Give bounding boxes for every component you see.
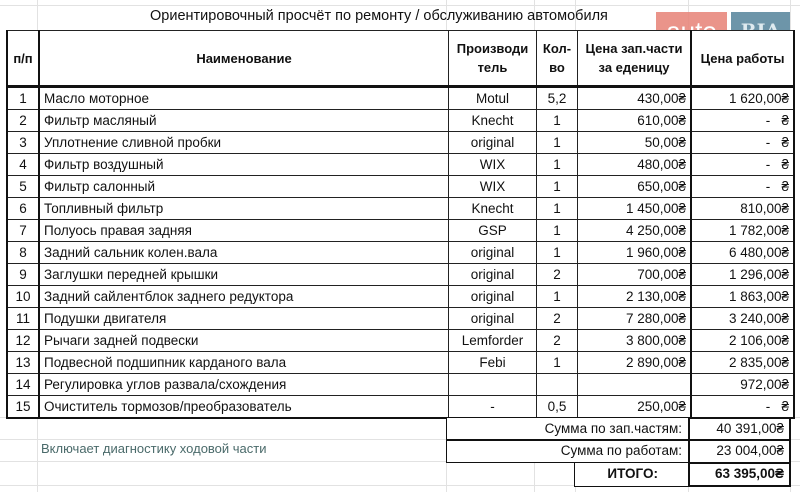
row-name: Регулировка углов развала/схождения	[39, 374, 449, 396]
table-header-row	[7, 31, 794, 87]
row-num: 10	[7, 286, 39, 308]
row-qty: 2	[537, 308, 578, 330]
row-work: - ₴	[691, 176, 794, 198]
table-row	[7, 286, 794, 308]
row-work: 810,00₴	[691, 198, 794, 220]
row-price: 610,00₴	[578, 110, 692, 132]
row-manufacturer: original	[449, 242, 537, 264]
row-manufacturer: original	[449, 264, 537, 286]
row-name: Топливный фильтр	[39, 198, 449, 220]
row-price: 7 280,00₴	[578, 308, 692, 330]
row-qty: 1	[537, 242, 578, 264]
row-work: 6 480,00₴	[691, 242, 794, 264]
row-qty: 0,5	[537, 396, 578, 419]
row-price: 650,00₴	[578, 176, 692, 198]
row-num: 6	[7, 198, 39, 220]
row-work: - ₴	[691, 396, 794, 419]
sheet-title: Ориентировочный просчёт по ремонту / обслуживанию автомобиля	[150, 8, 608, 24]
work-sum-label: Сумма по работам:	[560, 443, 682, 458]
row-work: 2 106,00₴	[691, 330, 794, 352]
row-num: 13	[7, 352, 39, 374]
row-work: 972,00₴	[691, 374, 794, 396]
row-qty: 1	[537, 286, 578, 308]
row-manufacturer: WIX	[449, 176, 537, 198]
total-value: 63 395,00₴	[714, 466, 784, 481]
row-price: 4 250,00₴	[578, 220, 692, 242]
row-work: 1 782,00₴	[691, 220, 794, 242]
table-row	[7, 110, 794, 132]
row-price: 1 960,00₴	[578, 242, 692, 264]
header-name: Наименование	[39, 31, 449, 87]
row-name: Полуось правая задняя	[39, 220, 449, 242]
row-manufacturer: GSP	[449, 220, 537, 242]
table-row	[7, 396, 794, 419]
row-qty: 2	[537, 330, 578, 352]
row-num: 2	[7, 110, 39, 132]
table-row	[7, 308, 794, 330]
parts-sum-value: 40 391,00₴	[716, 421, 784, 436]
row-num: 7	[7, 220, 39, 242]
table-row	[7, 352, 794, 374]
header-num: п/п	[7, 31, 39, 87]
header-manufacturer: Производи тель	[449, 31, 537, 87]
row-manufacturer	[449, 374, 537, 396]
estimate-table	[6, 30, 795, 419]
row-work: 1 620,00₴	[691, 87, 794, 110]
table-row	[7, 154, 794, 176]
row-price: 430,00₴	[578, 87, 692, 110]
work-sum-value: 23 004,00₴	[716, 443, 784, 458]
table-row	[7, 176, 794, 198]
row-work: - ₴	[691, 154, 794, 176]
header-price: Цена зап.части за еденицу	[578, 31, 692, 87]
row-name: Фильтр масляный	[39, 110, 449, 132]
row-num: 9	[7, 264, 39, 286]
row-work: 3 240,00₴	[691, 308, 794, 330]
row-manufacturer: Knecht	[449, 110, 537, 132]
row-qty	[537, 374, 578, 396]
row-manufacturer: WIX	[449, 154, 537, 176]
row-work: - ₴	[691, 132, 794, 154]
table-row	[7, 374, 794, 396]
row-manufacturer: Febi	[449, 352, 537, 374]
row-num: 4	[7, 154, 39, 176]
row-manufacturer: original	[449, 286, 537, 308]
row-manufacturer: -	[449, 396, 537, 419]
row-name: Фильтр воздушный	[39, 154, 449, 176]
total-label: ИТОГО:	[607, 466, 658, 481]
row-price: 3 800,00₴	[578, 330, 692, 352]
row-qty: 1	[537, 132, 578, 154]
row-name: Подушки двигателя	[39, 308, 449, 330]
row-manufacturer: Knecht	[449, 198, 537, 220]
row-qty: 2	[537, 264, 578, 286]
table-row	[7, 220, 794, 242]
row-name: Рычаги задней подвески	[39, 330, 449, 352]
row-qty: 5,2	[537, 87, 578, 110]
row-name: Задний сальник колен.вала	[39, 242, 449, 264]
row-manufacturer: original	[449, 308, 537, 330]
row-price	[578, 374, 692, 396]
table-row	[7, 242, 794, 264]
row-price: 700,00₴	[578, 264, 692, 286]
table-row	[7, 330, 794, 352]
row-work: 2 835,00₴	[691, 352, 794, 374]
row-name: Фильтр салонный	[39, 176, 449, 198]
row-num: 3	[7, 132, 39, 154]
row-work: - ₴	[691, 110, 794, 132]
table-row	[7, 198, 794, 220]
table-row	[7, 87, 794, 110]
row-name: Заглушки передней крышки	[39, 264, 449, 286]
row-price: 250,00₴	[578, 396, 692, 419]
row-qty: 1	[537, 110, 578, 132]
diagnostics-note: Включает диагностику ходовой части	[41, 441, 267, 456]
row-num: 1	[7, 87, 39, 110]
parts-sum-label: Сумма по зап.частям:	[544, 421, 682, 436]
row-price: 2 890,00₴	[578, 352, 692, 374]
row-qty: 1	[537, 176, 578, 198]
row-price: 480,00₴	[578, 154, 692, 176]
row-name: Очиститель тормозов/преобразователь	[39, 396, 449, 419]
row-qty: 1	[537, 198, 578, 220]
row-qty: 1	[537, 154, 578, 176]
row-name: Подвесной подшипник карданого вала	[39, 352, 449, 374]
header-work: Цена работы	[691, 31, 794, 87]
row-name: Уплотнение сливной пробки	[39, 132, 449, 154]
row-work: 1 863,00₴	[691, 286, 794, 308]
table-row	[7, 132, 794, 154]
row-price: 1 450,00₴	[578, 198, 692, 220]
table-row	[7, 264, 794, 286]
row-work: 1 296,00₴	[691, 264, 794, 286]
row-manufacturer: original	[449, 132, 537, 154]
row-num: 14	[7, 374, 39, 396]
header-qty: Кол- во	[537, 31, 578, 87]
row-manufacturer: Motul	[449, 87, 537, 110]
row-name: Задний сайлентблок заднего редуктора	[39, 286, 449, 308]
row-num: 15	[7, 396, 39, 419]
row-manufacturer: Lemforder	[449, 330, 537, 352]
row-num: 5	[7, 176, 39, 198]
row-num: 11	[7, 308, 39, 330]
row-qty: 1	[537, 352, 578, 374]
row-num: 12	[7, 330, 39, 352]
row-num: 8	[7, 242, 39, 264]
row-price: 50,00₴	[578, 132, 692, 154]
row-price: 2 130,00₴	[578, 286, 692, 308]
row-qty: 1	[537, 220, 578, 242]
row-name: Масло моторное	[39, 87, 449, 110]
